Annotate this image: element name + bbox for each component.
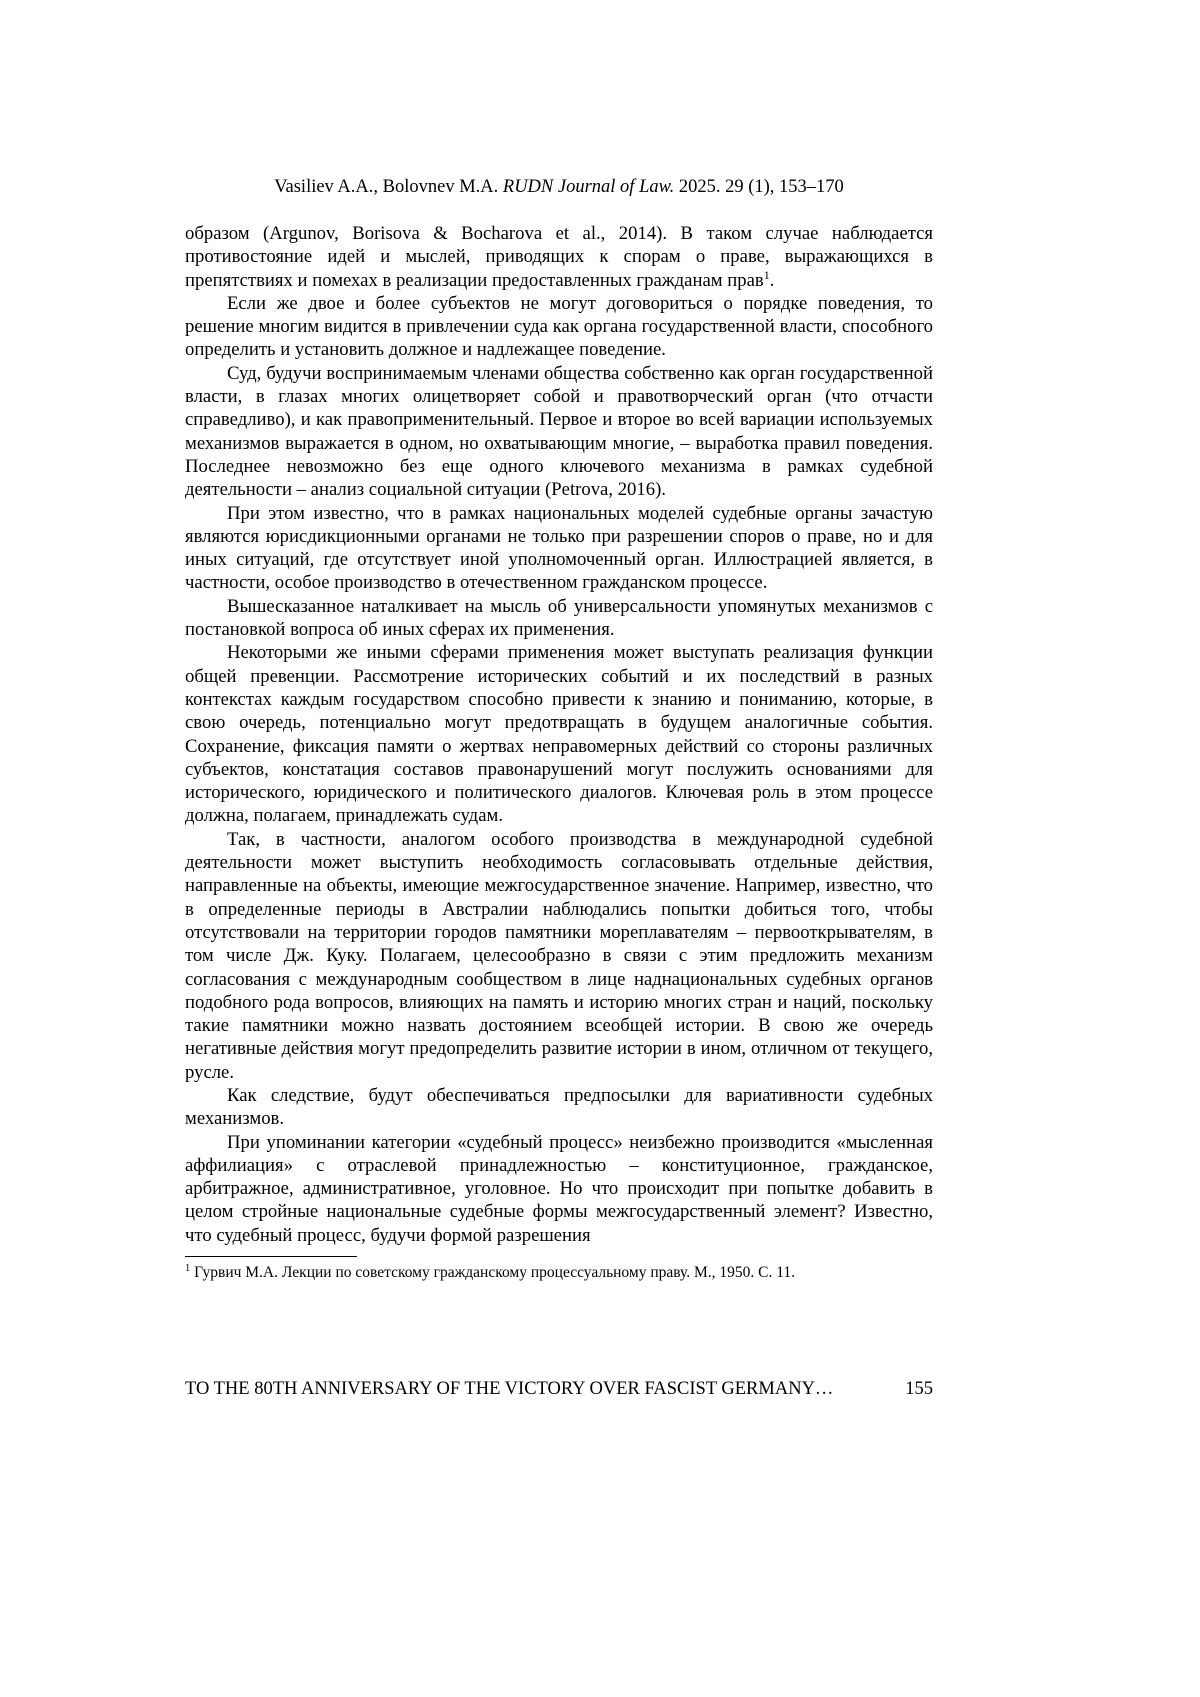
paragraph: Вышесказанное наталкивает на мысль об универсальности упомянутых механизмов с постановкой вопроса об иных сферах их применения. xyxy=(185,595,933,641)
footnote xyxy=(185,1263,933,1282)
page-content xyxy=(185,176,933,1282)
running-header xyxy=(185,176,933,198)
running-header-journal-title: RUDN Journal of Law. xyxy=(502,177,675,197)
article-body xyxy=(185,222,933,1247)
running-header-authors: Vasiliev A.A., Bolovnev M.A. xyxy=(274,177,503,197)
page-footer xyxy=(185,1378,933,1400)
paragraph: Так, в частности, аналогом особого производства в международной судебной деятельности может выступить необходимость согласовывать отдельные действия, направленные на объекты, имеющие межгосударственное значение. Например, известно, что в определенные периоды в Австралии наблюдались попытки добиться того, чтобы отсутствовали на территории городов памятники мореплавателям – первооткрывателям, в том числе Дж. Куку. Полагаем, целесообразно в связи с этим предложить механизм согласования с международным сообществом в лице наднациональных судебных органов подобного рода вопросов, влияющих на память и историю многих стран и наций, поскольку такие памятники можно назвать достоянием всеобщей истории. В свою же очередь негативные действия могут предопределить развитие истории в ином, отличном от текущего, русле. xyxy=(185,828,933,1083)
page-number: 155 xyxy=(905,1379,933,1399)
paragraph-text: образом (Argunov, Borisova & Bocharova et al., 2014). В таком случае наблюдается противостояние идей и мыслей, приводящих к спорам о праве, выражающихся в препятствиях и помехах в реализации предоставленных гражданам прав xyxy=(185,223,933,291)
footnote-block xyxy=(185,1256,933,1282)
footnote-separator xyxy=(185,1256,357,1257)
paragraph xyxy=(185,222,933,292)
footnote-text: Гурвич М.А. Лекции по советскому гражданскому процессуальному праву. М., 1950. С. 11. xyxy=(190,1264,796,1282)
paragraph: Суд, будучи воспринимаемым членами общества собственно как орган государственной власти, в глазах многих олицетворяет собой и правотворческий орган (что отчасти справедливо), и как правоприменительный. Первое и второе во всей вариации используемых механизмов выражается в одном, но охватывающим многие, – выработка правил поведения. Последнее невозможно без еще одного ключевого механизма в рамках судебной деятельности – анализ социальной ситуации (Petrova, 2016). xyxy=(185,362,933,501)
footnote-marker: 1 xyxy=(185,1262,191,1274)
paragraph: При этом известно, что в рамках национальных моделей судебные органы зачастую являются юрисдикционными органами не только при разрешении споров о праве, но и для иных ситуаций, где отсутствует иной уполномоченный орган. Иллюстрацией является, в частности, особое производство в отечественном гражданском процессе. xyxy=(185,502,933,594)
paragraph-text: . xyxy=(769,269,775,291)
paragraph: При упоминании категории «судебный процесс» неизбежно производится «мысленная аффилиация» с отраслевой принадлежностью – конституционное, гражданское, арбитражное, административное, уголовное. Но что происходит при попытке добавить в целом стройные национальные судебные формы межгосударственный элемент? Известно, что судебный процесс, будучи формой разрешения xyxy=(185,1131,933,1246)
footer-section-title: TO THE 80TH ANNIVERSARY OF THE VICTORY OVER FASCIST GERMANY… xyxy=(185,1379,834,1399)
paragraph: Некоторыми же иными сферами применения может выступать реализация функции общей превенции. Рассмотрение исторических событий и их последствий в разных контекстах каждым государством способно привести к знанию и пониманию, которые, в свою очередь, потенциально могут предотвращать в будущем аналогичные события. Сохранение, фиксация памяти о жертвах неправомерных действий со стороны различных субъектов, констатация составов правонарушений могут послужить основаниями для исторического, юридического и политического диалогов. Ключевая роль в этом процессе должна, полагаем, принадлежать судам. xyxy=(185,642,933,827)
running-header-issue-info: 2025. 29 (1), 153–170 xyxy=(674,177,844,197)
footnote-reference: 1 xyxy=(763,267,770,282)
paragraph: Если же двое и более субъектов не могут договориться о порядке поведения, то решение многим видится в привлечении суда как органа государственной власти, способного определить и установить должное и надлежащее поведение. xyxy=(185,292,933,361)
paragraph: Как следствие, будут обеспечиваться предпосылки для вариативности судебных механизмов. xyxy=(185,1084,933,1130)
